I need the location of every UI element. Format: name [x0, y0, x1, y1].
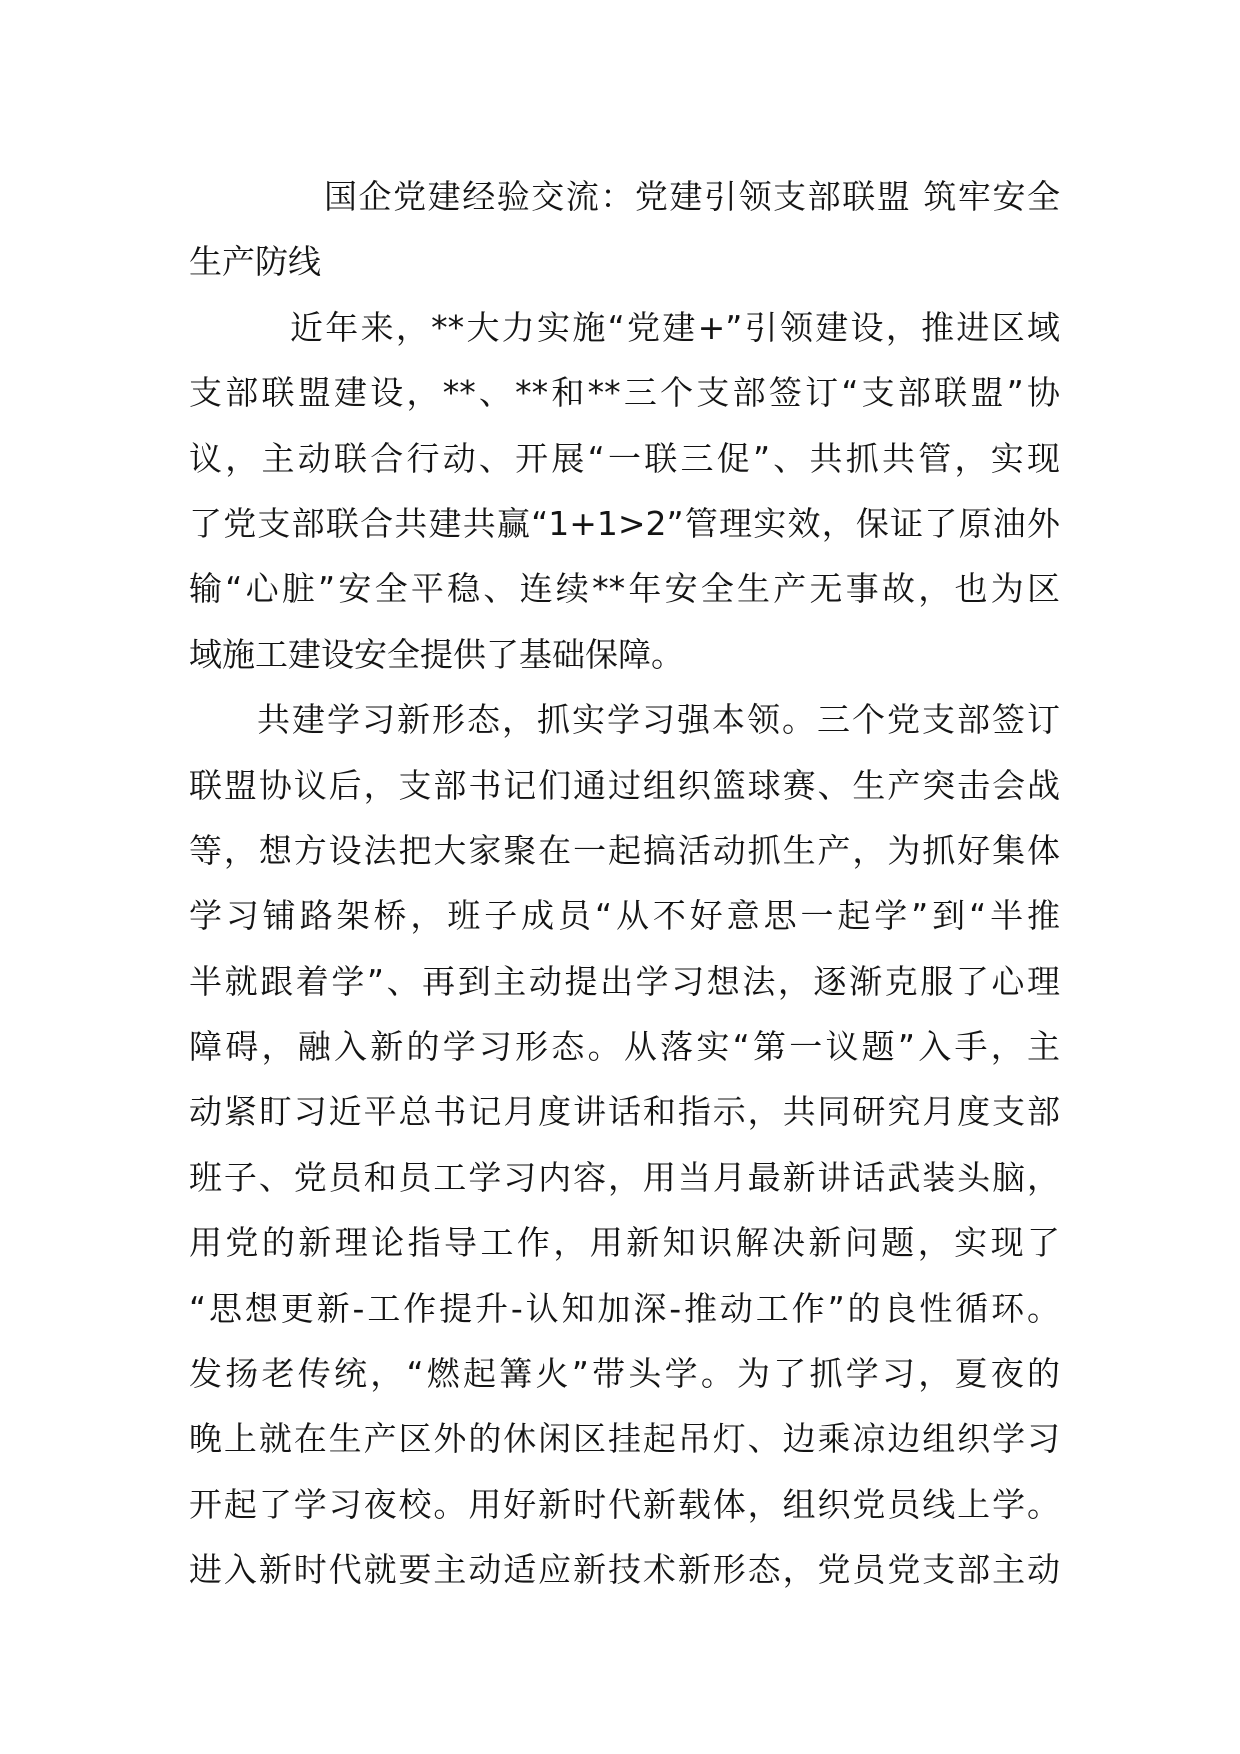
paragraph-line: 了党支部联合共建共赢“1+1>2”管理实效，保证了原油外: [189, 503, 1060, 543]
document-body: [189, 164, 1060, 1603]
paragraph-line: 进入新时代就要主动适应新技术新形态，党员党支部主动: [189, 1550, 1060, 1590]
paragraph-line: 开起了学习夜校。用好新时代新载体，组织党员线上学。: [189, 1484, 1060, 1524]
paragraph-line: “思想更新-工作提升-认知加深-推动工作”的良性循环。: [189, 1288, 1060, 1328]
paragraph-line: 议，主动联合行动、开展“一联三促”、共抓共管，实现: [189, 438, 1060, 478]
paragraph-line: 晚上就在生产区外的休闲区挂起吊灯、边乘凉边组织学习: [189, 1419, 1060, 1459]
paragraph-line: 支部联盟建设，**、**和**三个支部签订“支部联盟”协: [189, 373, 1060, 413]
paragraph-line: 等，想方设法把大家聚在一起搞活动抓生产，为抓好集体: [189, 830, 1060, 870]
title-line: 国企党建经验交流：党建引领支部联盟 筑牢安全: [324, 177, 1060, 216]
paragraph-line: 发扬老传统，“燃起篝火”带头学。为了抓学习，夏夜的: [189, 1354, 1060, 1394]
paragraph-2: [189, 687, 1060, 1602]
paragraph-1: [189, 295, 1060, 687]
paragraph-line: 班子、党员和员工学习内容，用当月最新讲话武装头脑，: [189, 1157, 1060, 1197]
paragraph-line: 动紧盯习近平总书记月度讲话和指示，共同研究月度支部: [189, 1092, 1060, 1132]
paragraph-line: 学习铺路架桥，班子成员“从不好意思一起学”到“半推: [189, 896, 1060, 936]
paragraph-line: 用党的新理论指导工作，用新知识解决新问题，实现了: [189, 1223, 1060, 1263]
paragraph-line: 联盟协议后，支部书记们通过组织篮球赛、生产突击会战: [189, 765, 1060, 805]
paragraph-line: 障碍，融入新的学习形态。从落实“第一议题”入手，主: [189, 1027, 1060, 1067]
paragraph-line: 域施工建设安全提供了基础保障。: [189, 634, 684, 674]
title-line: 生产防线: [189, 242, 321, 282]
paragraph-line: 半就跟着学”、再到主动提出学习想法，逐渐克服了心理: [189, 961, 1060, 1001]
paragraph-line: 近年来，**大力实施“党建+”引领建设，推进区域: [290, 307, 1060, 347]
document-title: [189, 164, 1060, 295]
paragraph-line: 共建学习新形态，抓实学习强本领。三个党支部签订: [257, 700, 1060, 740]
paragraph-line: 输“心脏”安全平稳、连续**年安全生产无事故，也为区: [189, 569, 1060, 609]
